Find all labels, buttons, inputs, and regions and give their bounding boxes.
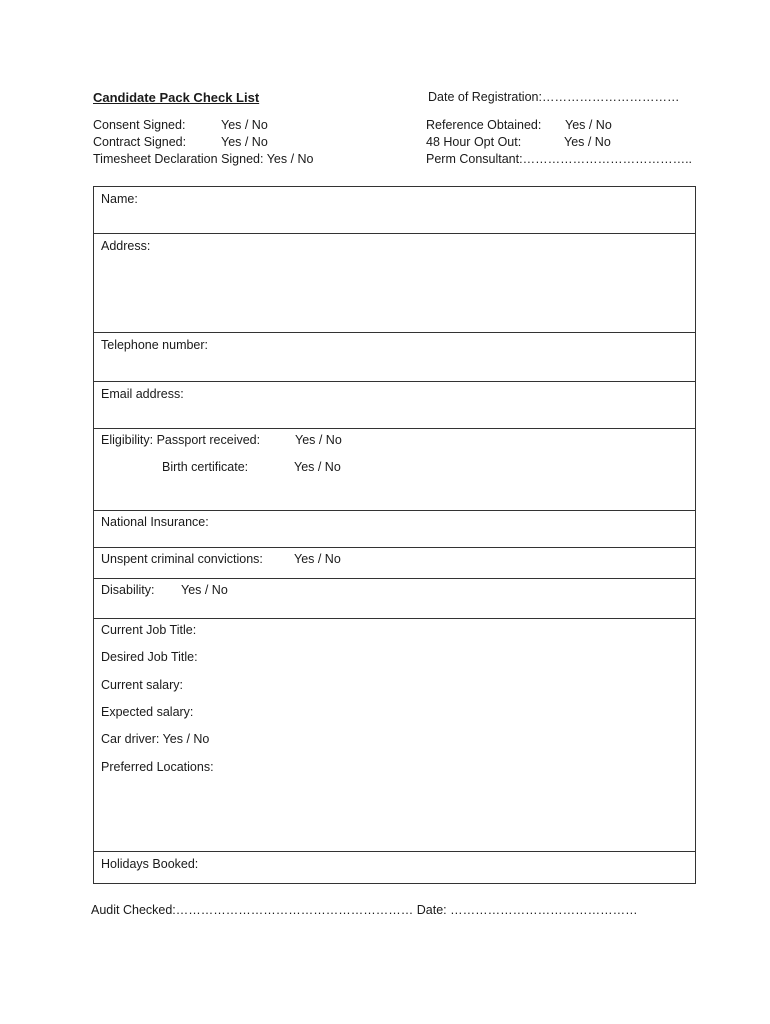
- national-insurance-row[interactable]: [94, 510, 695, 548]
- disability-row[interactable]: [94, 578, 695, 619]
- job-details-row[interactable]: [94, 618, 695, 852]
- consent-signed-value: Yes / No: [221, 118, 268, 132]
- perm-consultant: Perm Consultant:…………………………………..: [426, 152, 693, 166]
- disability-value: Yes / No: [181, 583, 228, 597]
- name-row[interactable]: [94, 187, 695, 233]
- email-label: Email address:: [101, 387, 184, 401]
- eligibility-row[interactable]: [94, 428, 695, 511]
- contract-signed-value: Yes / No: [221, 135, 268, 149]
- reference-obtained-label: Reference Obtained:: [426, 118, 542, 132]
- birth-certificate-label: Birth certificate:: [162, 460, 249, 474]
- current-salary-label: Current salary:: [101, 678, 183, 692]
- contract-signed-label: Contract Signed:: [93, 135, 187, 149]
- opt-out-value: Yes / No: [564, 135, 611, 149]
- holidays-booked-row[interactable]: [94, 851, 695, 884]
- car-driver-label: Car driver: Yes / No: [101, 732, 210, 746]
- expected-salary-label: Expected salary:: [101, 705, 194, 719]
- disability-label: Disability:: [101, 583, 155, 597]
- address-row[interactable]: [94, 233, 695, 333]
- birth-certificate-value: Yes / No: [294, 460, 341, 474]
- eligibility-label: Eligibility: Passport received:: [101, 433, 261, 447]
- consent-signed-label: Consent Signed:: [93, 118, 186, 132]
- audit-checked-line: Audit Checked:………………………………………………… Date: ………………………………………: [91, 903, 638, 917]
- telephone-row[interactable]: [94, 332, 695, 382]
- national-insurance-label: National Insurance:: [101, 515, 209, 529]
- timesheet-declaration: Timesheet Declaration Signed: Yes / No: [93, 152, 314, 166]
- name-label: Name:: [101, 192, 138, 206]
- address-label: Address:: [101, 239, 151, 253]
- page-title: Candidate Pack Check List: [93, 90, 260, 105]
- holidays-booked-label: Holidays Booked:: [101, 857, 199, 871]
- criminal-convictions-label: Unspent criminal convictions:: [101, 552, 263, 566]
- reference-obtained-value: Yes / No: [565, 118, 612, 132]
- desired-job-title-label: Desired Job Title:: [101, 650, 198, 664]
- preferred-locations-label: Preferred Locations:: [101, 760, 214, 774]
- criminal-convictions-value: Yes / No: [294, 552, 341, 566]
- candidate-form: [93, 186, 696, 884]
- email-row[interactable]: [94, 381, 695, 429]
- telephone-label: Telephone number:: [101, 338, 209, 352]
- opt-out-label: 48 Hour Opt Out:: [426, 135, 522, 149]
- current-job-title-label: Current Job Title:: [101, 623, 197, 637]
- criminal-convictions-row[interactable]: [94, 547, 695, 579]
- date-of-registration: Date of Registration:……………………………: [428, 90, 680, 104]
- passport-value: Yes / No: [295, 433, 342, 447]
